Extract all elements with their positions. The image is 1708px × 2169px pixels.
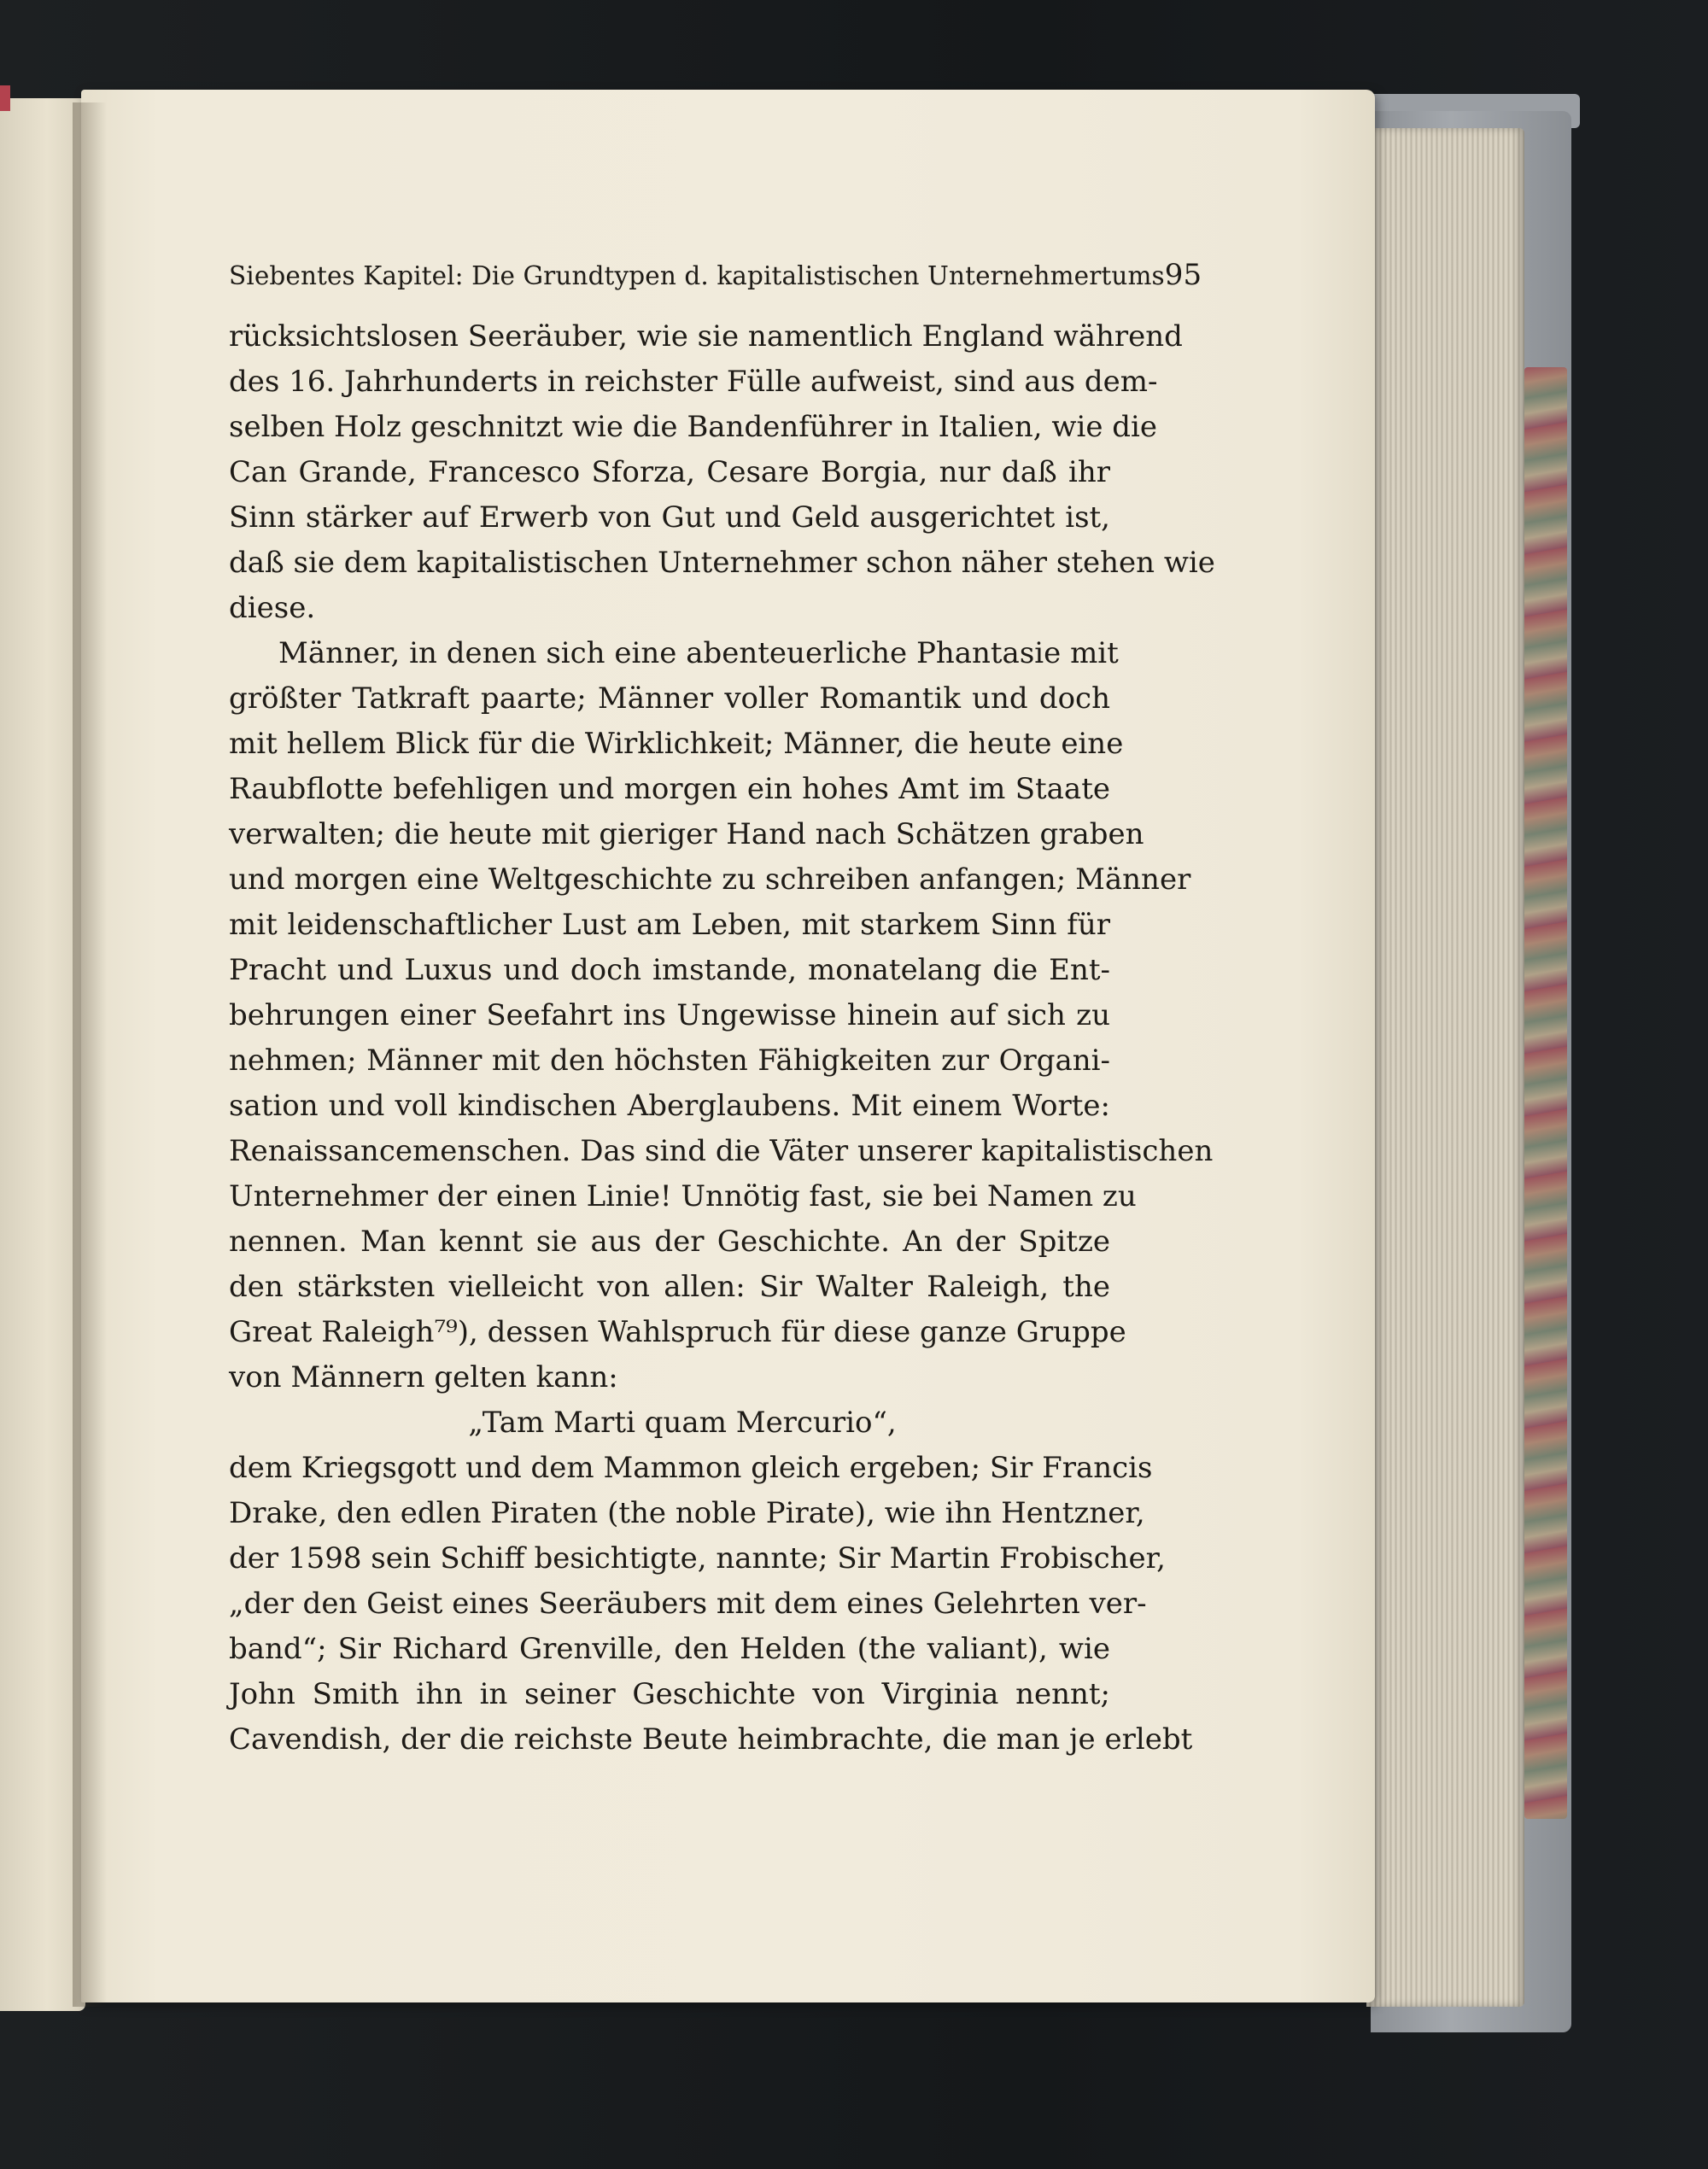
text-line: den stärksten vielleicht von allen: Sir Walter Raleigh, the	[229, 1270, 1110, 1304]
text-line: diese.	[229, 591, 316, 625]
page-block-edges	[1366, 128, 1524, 2007]
text-line: Raubflotte befehligen und morgen ein hohes Amt im Staate	[229, 772, 1110, 806]
text-line: selben Holz geschnitzt wie die Bandenführer in Italien, wie die	[229, 410, 1158, 444]
text-line: John Smith ihn in seiner Geschichte von Virginia nennt;	[229, 1677, 1110, 1711]
text-line: „der den Geist eines Seeräubers mit dem eines Gelehrten ver-	[229, 1587, 1147, 1621]
text-line: Sinn stärker auf Erwerb von Gut und Geld ausgerichtet ist,	[229, 500, 1110, 535]
text-line: mit leidenschaftlicher Lust am Leben, mit starkem Sinn für	[229, 908, 1110, 942]
text-line: verwalten; die heute mit gieriger Hand nach Schätzen graben	[229, 817, 1144, 851]
text-line: Can Grande, Francesco Sforza, Cesare Borgia, nur daß ihr	[229, 455, 1110, 489]
text-line: Renaissancemenschen. Das sind die Väter unserer kapitalistischen	[229, 1134, 1214, 1168]
text-line: behrungen einer Seefahrt ins Ungewisse hinein auf sich zu	[229, 998, 1110, 1032]
text-line: dem Kriegsgott und dem Mammon gleich ergeben; Sir Francis	[229, 1451, 1153, 1485]
text-line: größter Tatkraft paarte; Männer voller Romantik und doch	[229, 681, 1110, 716]
running-head-title: Siebentes Kapitel: Die Grundtypen d. kapitalistischen Unternehmertums	[229, 261, 1165, 290]
motto-quote: „Tam Marti quam Mercurio“,	[468, 1406, 897, 1440]
text-line: mit hellem Blick für die Wirklichkeit; Männer, die heute eine	[229, 727, 1124, 761]
text-line: Cavendish, der die reichste Beute heimbrachte, die man je erlebt	[229, 1722, 1193, 1757]
text-line: Männer, in denen sich eine abenteuerliche Phantasie mit	[278, 636, 1119, 670]
marbled-edge	[1524, 367, 1567, 1819]
page-number: 95	[1164, 258, 1202, 292]
text-line: Unternehmer der einen Linie! Unnötig fast, sie bei Namen zu	[229, 1179, 1137, 1213]
gutter-shadow	[73, 102, 107, 2007]
facing-page-edge-mark	[0, 85, 10, 111]
text-line: Drake, den edlen Piraten (the noble Pirate), wie ihn Hentzner,	[229, 1496, 1145, 1530]
running-head	[229, 258, 1202, 301]
text-line: Great Raleigh⁷⁹), dessen Wahlspruch für diese ganze Gruppe	[229, 1315, 1126, 1349]
text-line: band“; Sir Richard Grenville, den Helden (the valiant), wie	[229, 1632, 1110, 1666]
text-line: der 1598 sein Schiff besichtigte, nannte; Sir Martin Frobischer,	[229, 1541, 1166, 1576]
text-line: und morgen eine Weltgeschichte zu schreiben anfangen; Männer	[229, 862, 1191, 897]
page-text-block	[229, 258, 1215, 1763]
text-line: Pracht und Luxus und doch imstande, monatelang die Ent-	[229, 953, 1110, 987]
text-line: sation und voll kindischen Aberglaubens. Mit einem Worte:	[229, 1089, 1110, 1123]
text-line: von Männern gelten kann:	[229, 1360, 618, 1394]
text-line: nehmen; Männer mit den höchsten Fähigkeiten zur Organi-	[229, 1044, 1110, 1078]
text-line: nennen. Man kennt sie aus der Geschichte. An der Spitze	[229, 1225, 1110, 1259]
text-line: des 16. Jahrhunderts in reichster Fülle aufweist, sind aus dem-	[229, 365, 1158, 399]
text-line: daß sie dem kapitalistischen Unternehmer schon näher stehen wie	[229, 546, 1215, 580]
text-line: rücksichtslosen Seeräuber, wie sie namentlich England während	[229, 319, 1183, 354]
